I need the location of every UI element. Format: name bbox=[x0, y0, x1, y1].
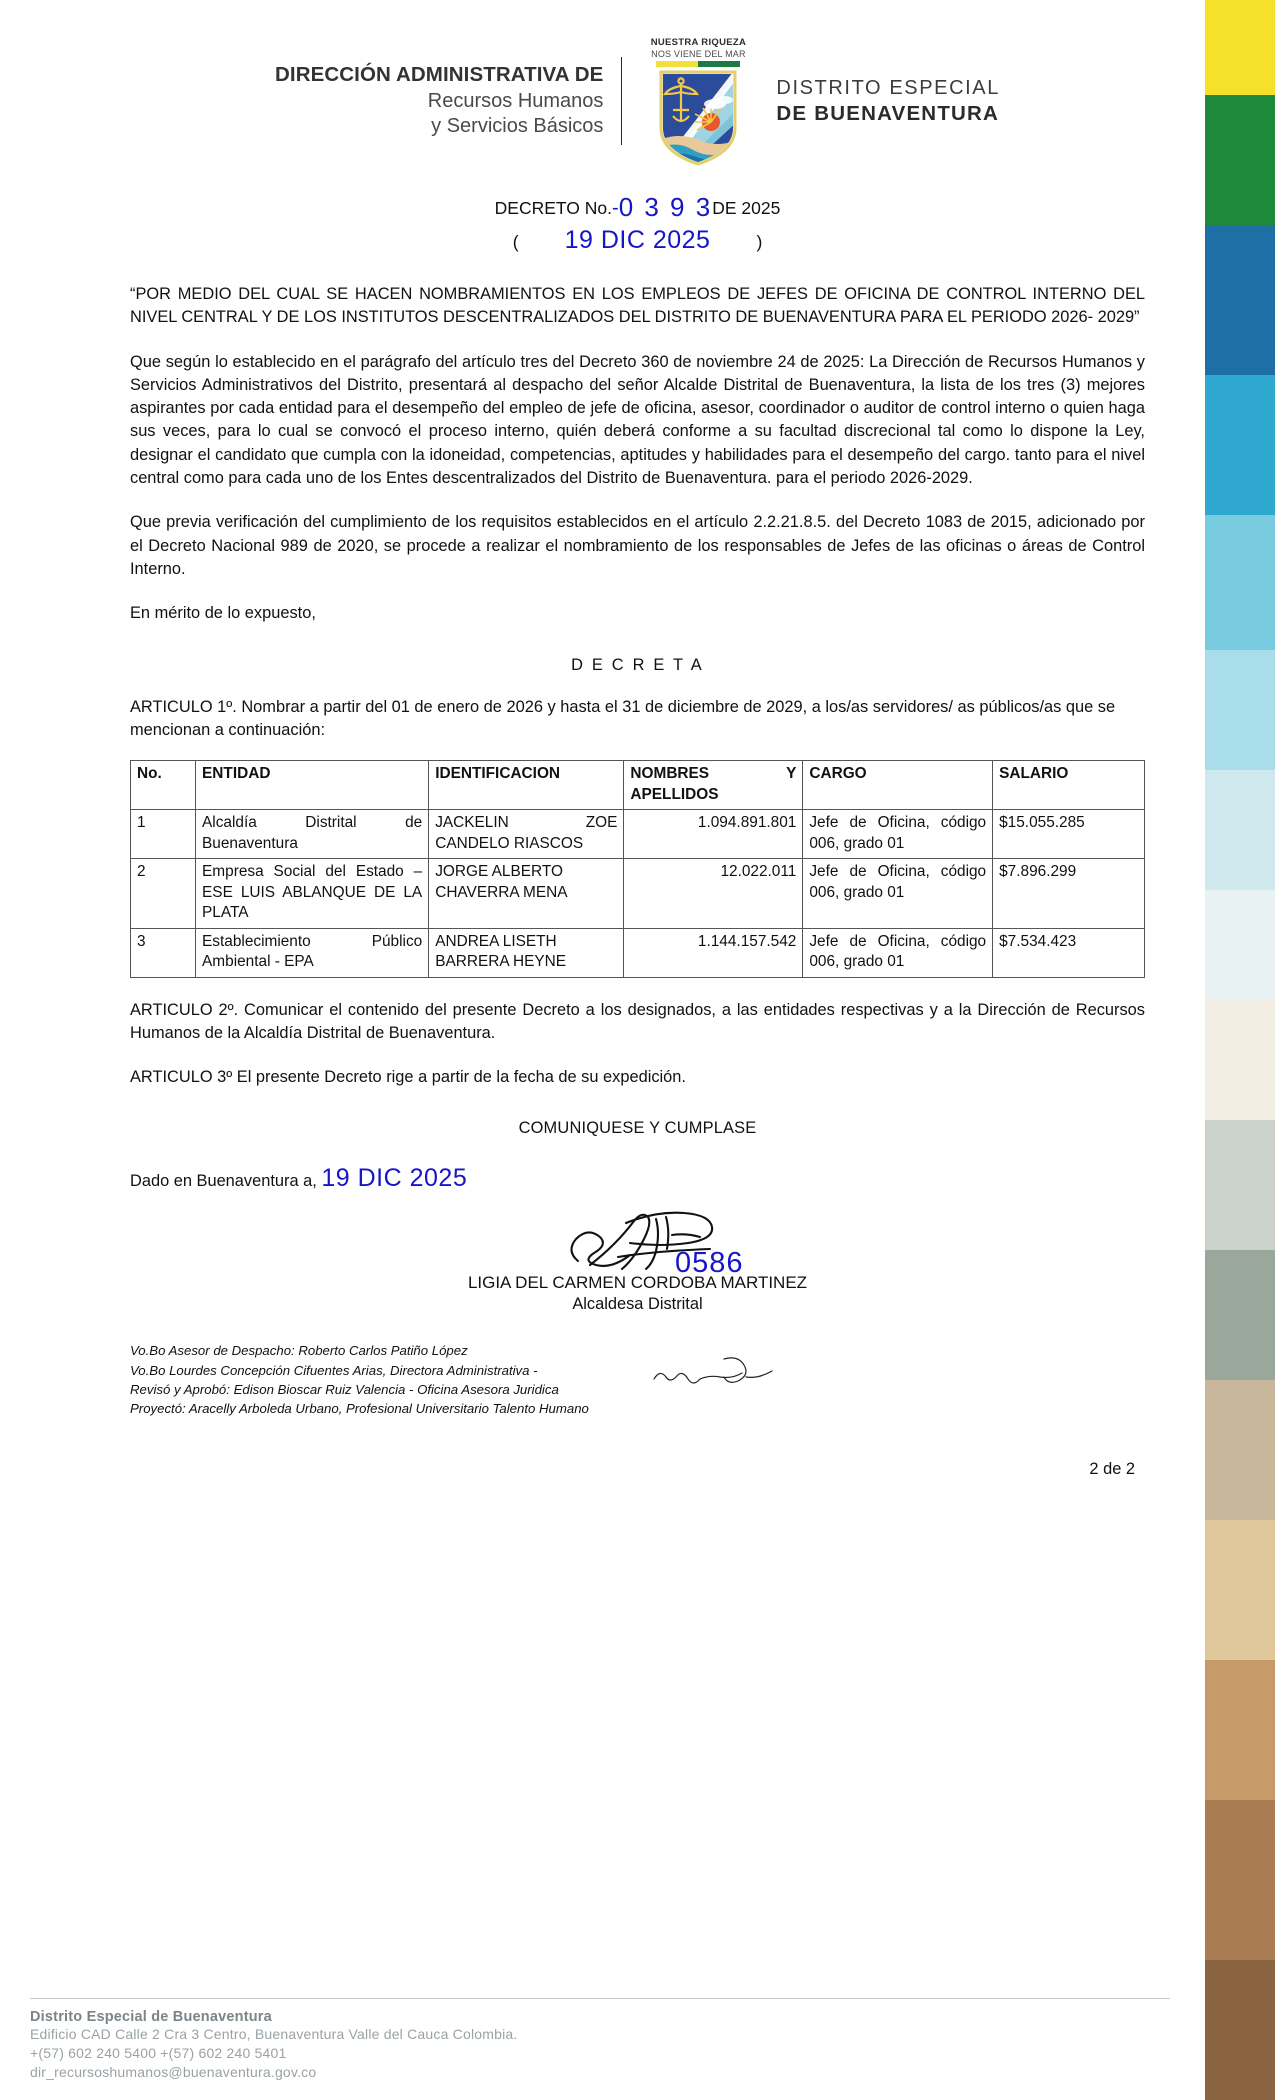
footer-organization: Distrito Especial de Buenaventura bbox=[30, 2009, 272, 2026]
column-header-no: No. bbox=[131, 761, 196, 810]
vobo-line-1: Vo.Bo Asesor de Despacho: Roberto Carlos Patiño López bbox=[130, 1343, 468, 1359]
signature-stamp-number: 0586 bbox=[675, 1247, 744, 1280]
decreto-dash: - bbox=[612, 197, 619, 219]
ribbon-band-5 bbox=[1205, 650, 1275, 770]
cell-cargo: Jefe de Oficina, código 006, grado 01 bbox=[803, 859, 993, 928]
nombramientos-table bbox=[130, 760, 1145, 977]
ribbon-band-11 bbox=[1205, 1380, 1275, 1520]
articulo-1: ARTICULO 1º. Nombrar a partir del 01 de enero de 2026 y hasta el 31 de diciembre de 2029, a los/as servidores/ as públicos/as que se mencionan a continuación: bbox=[130, 697, 1116, 739]
cell-cargo: Jefe de Oficina, código 006, grado 01 bbox=[803, 810, 993, 859]
letterhead-line-3: y Servicios Básicos bbox=[431, 115, 604, 138]
page-footer bbox=[0, 1984, 1205, 2100]
ribbon-band-8 bbox=[1205, 1000, 1275, 1120]
ribbon-band-0 bbox=[1205, 0, 1275, 95]
signatory-name: LIGIA DEL CARMEN CORDOBA MARTINEZ bbox=[467, 1273, 808, 1293]
table-row bbox=[131, 928, 1145, 977]
crest-bar-yellow bbox=[656, 61, 698, 67]
cell-cargo: Jefe de Oficina, código 006, grado 01 bbox=[803, 928, 993, 977]
footer-phones: +(57) 602 240 5400 +(57) 602 240 5401 bbox=[30, 2045, 287, 2062]
letterhead-line-2: Recursos Humanos bbox=[427, 89, 604, 112]
column-header-nombres: NOMBRES Y APELLIDOS bbox=[624, 761, 803, 810]
paren-close: ) bbox=[756, 232, 763, 252]
ribbon-band-4 bbox=[1205, 515, 1275, 650]
decreto-year: DE 2025 bbox=[712, 198, 781, 218]
letterhead-divider bbox=[621, 57, 622, 145]
letterhead bbox=[130, 16, 1145, 186]
footer-email: dir_recursoshumanos@buenaventura.gov.co bbox=[30, 2064, 317, 2081]
district-name-line-2: DE BUENAVENTURA bbox=[776, 101, 1000, 125]
vobo-line-4: Proyectó: Aracelly Arboleda Urbano, Profesional Universitario Talento Humano bbox=[130, 1401, 589, 1417]
paragraph-en-merito: En mérito de lo expuesto, bbox=[130, 604, 316, 623]
cell-entidad: Alcaldía Distrital de Buenaventura bbox=[196, 810, 429, 859]
vobo-line-2: Vo.Bo Lourdes Concepción Cifuentes Arias, Directora Administrativa - bbox=[130, 1362, 538, 1378]
cell-identificacion: JACKELIN ZOE CANDELO RIASCOS bbox=[429, 810, 624, 859]
buenaventura-shield-icon bbox=[659, 70, 737, 166]
cell-no: 1 bbox=[131, 810, 196, 859]
signatory-role: Alcaldesa Distrital bbox=[572, 1295, 703, 1314]
crest-bar-green bbox=[698, 61, 740, 67]
letterhead-right-text bbox=[758, 76, 1000, 125]
signature-area bbox=[130, 1195, 1145, 1314]
column-header-entidad: ENTIDAD bbox=[196, 761, 429, 810]
cell-salario: $7.534.423 bbox=[993, 928, 1145, 977]
vobo-line-3: Revisó y Aprobó: Edison Bioscar Ruiz Valencia - Oficina Asesora Juridica bbox=[130, 1381, 559, 1397]
paragraph-considerando-1: Que según lo establecido en el parágrafo del artículo tres del Decreto 360 de noviembre 24 de 2025: La Dirección de Recursos Humanos y Servicios Administrativos del Distrito, presentará al despacho del señor Alcalde Distrital de Buenaventura, la lista de los tres (3) mejores aspirantes por cada entidad para el desempeño del empleo de jefe de oficina, asesor, coordinador o auditor de control interno o quien haga sus veces, para lo cual se convocó el proceso interno, quién deberá conforme a su facultad discrecional tal como lo dispone la Ley, designar el candidato que cumpla con la idoneidad, competencias, aptitudes y habilidades para el desempeño del cargo. tanto para el nivel central como para cada uno de los Entes descentralizados del Distrito de Buenaventura. para el periodo 2026-2029. bbox=[130, 352, 1145, 488]
table-header-row bbox=[131, 761, 1145, 810]
decree-title: “POR MEDIO DEL CUAL SE HACEN NOMBRAMIENTOS EN LOS EMPLEOS DE JEFES DE OFICINA DE CONTROL INTERNO DEL NIVEL CENTRAL Y DE LOS INSTITUTOS DESCENTRALIZADOS DEL DISTRITO DE BUENAVENTURA PARA EL PERIODO 2026- 2029” bbox=[130, 285, 1145, 327]
ribbon-band-7 bbox=[1205, 890, 1275, 1000]
vobo-block bbox=[130, 1341, 1145, 1418]
decreto-number-stamp: 0 3 9 3 bbox=[618, 192, 713, 222]
ribbon-band-6 bbox=[1205, 770, 1275, 890]
page-number: 2 de 2 bbox=[1089, 1460, 1135, 1479]
letterhead-left-text bbox=[275, 62, 621, 139]
cell-no: 3 bbox=[131, 928, 196, 977]
column-header-identificacion: IDENTIFICACION bbox=[429, 761, 624, 810]
ribbon-band-14 bbox=[1205, 1800, 1275, 1960]
cell-identificacion: ANDREA LISETH BARRERA HEYNE bbox=[429, 928, 624, 977]
table-row bbox=[131, 859, 1145, 928]
decreto-date-line bbox=[130, 226, 1145, 255]
small-signature-icon bbox=[650, 1353, 780, 1393]
column-header-salario: SALARIO bbox=[993, 761, 1145, 810]
cell-salario: $7.896.299 bbox=[993, 859, 1145, 928]
dado-label: Dado en Buenaventura a, bbox=[130, 1172, 317, 1191]
footer-address: Edificio CAD Calle 2 Cra 3 Centro, Buenaventura Valle del Cauca Colombia. bbox=[30, 2026, 518, 2043]
decreto-label: DECRETO No. bbox=[494, 198, 613, 218]
ribbon-band-12 bbox=[1205, 1520, 1275, 1660]
crest-color-bars bbox=[656, 61, 740, 67]
table-row bbox=[131, 810, 1145, 859]
ribbon-band-1 bbox=[1205, 95, 1275, 225]
cell-entidad: Empresa Social del Estado – ESE LUIS ABLANQUE DE LA PLATA bbox=[196, 859, 429, 928]
footer-divider bbox=[30, 1998, 1170, 1999]
ribbon-band-2 bbox=[1205, 225, 1275, 375]
ribbon-band-3 bbox=[1205, 375, 1275, 515]
paragraph-considerando-2: Que previa verificación del cumplimiento de los requisitos establecidos en el artículo 2.2.21.8.5. del Decreto 1083 de 2015, adicionado por el Decreto Nacional 989 de 2020, se procede a realizar el nombramiento de los responsables de Jefes de las oficinas o áreas de Control Interno. bbox=[130, 513, 1145, 578]
decreto-date-stamp: 19 DIC 2025 bbox=[564, 226, 711, 254]
cell-nombres: 1.144.157.542 bbox=[624, 928, 803, 977]
letterhead-line-1: DIRECCIÓN ADMINISTRATIVA DE bbox=[275, 63, 604, 87]
articulo-2: ARTICULO 2º. Comunicar el contenido del presente Decreto a los designados, a las entidades respectivas y a la Dirección de Recursos Humanos de la Alcaldía Distrital de Buenaventura. bbox=[130, 1000, 1145, 1042]
cell-entidad: Establecimiento Público Ambiental - EPA bbox=[196, 928, 429, 977]
cell-salario: $15.055.285 bbox=[993, 810, 1145, 859]
ribbon-band-15 bbox=[1205, 1960, 1275, 2100]
ribbon-band-13 bbox=[1205, 1660, 1275, 1800]
column-header-cargo: CARGO bbox=[803, 761, 993, 810]
dado-line bbox=[130, 1164, 1145, 1193]
paren-open: ( bbox=[512, 232, 519, 252]
district-name-line-1: DISTRITO ESPECIAL bbox=[776, 77, 1000, 100]
comuniquese-heading: COMUNIQUESE Y CUMPLASE bbox=[518, 1119, 757, 1138]
decreto-number-line bbox=[130, 192, 1145, 223]
coat-of-arms-block bbox=[638, 37, 758, 166]
cell-no: 2 bbox=[131, 859, 196, 928]
dado-date-stamp: 19 DIC 2025 bbox=[321, 1164, 468, 1193]
cell-identificacion: JORGE ALBERTO CHAVERRA MENA bbox=[429, 859, 624, 928]
cell-nombres: 1.094.891.801 bbox=[624, 810, 803, 859]
crest-motto-line-2: NOS VIENE DEL MAR bbox=[651, 48, 746, 59]
ribbon-band-10 bbox=[1205, 1250, 1275, 1380]
cell-nombres: 12.022.011 bbox=[624, 859, 803, 928]
decreta-heading: D E C R E T A bbox=[571, 655, 704, 674]
ribbon-band-9 bbox=[1205, 1120, 1275, 1250]
crest-motto-line-1: NUESTRA RIQUEZA bbox=[650, 36, 747, 48]
articulo-3: ARTICULO 3º El presente Decreto rige a partir de la fecha de su expedición. bbox=[130, 1068, 686, 1087]
decorative-color-ribbon bbox=[1205, 0, 1275, 2100]
